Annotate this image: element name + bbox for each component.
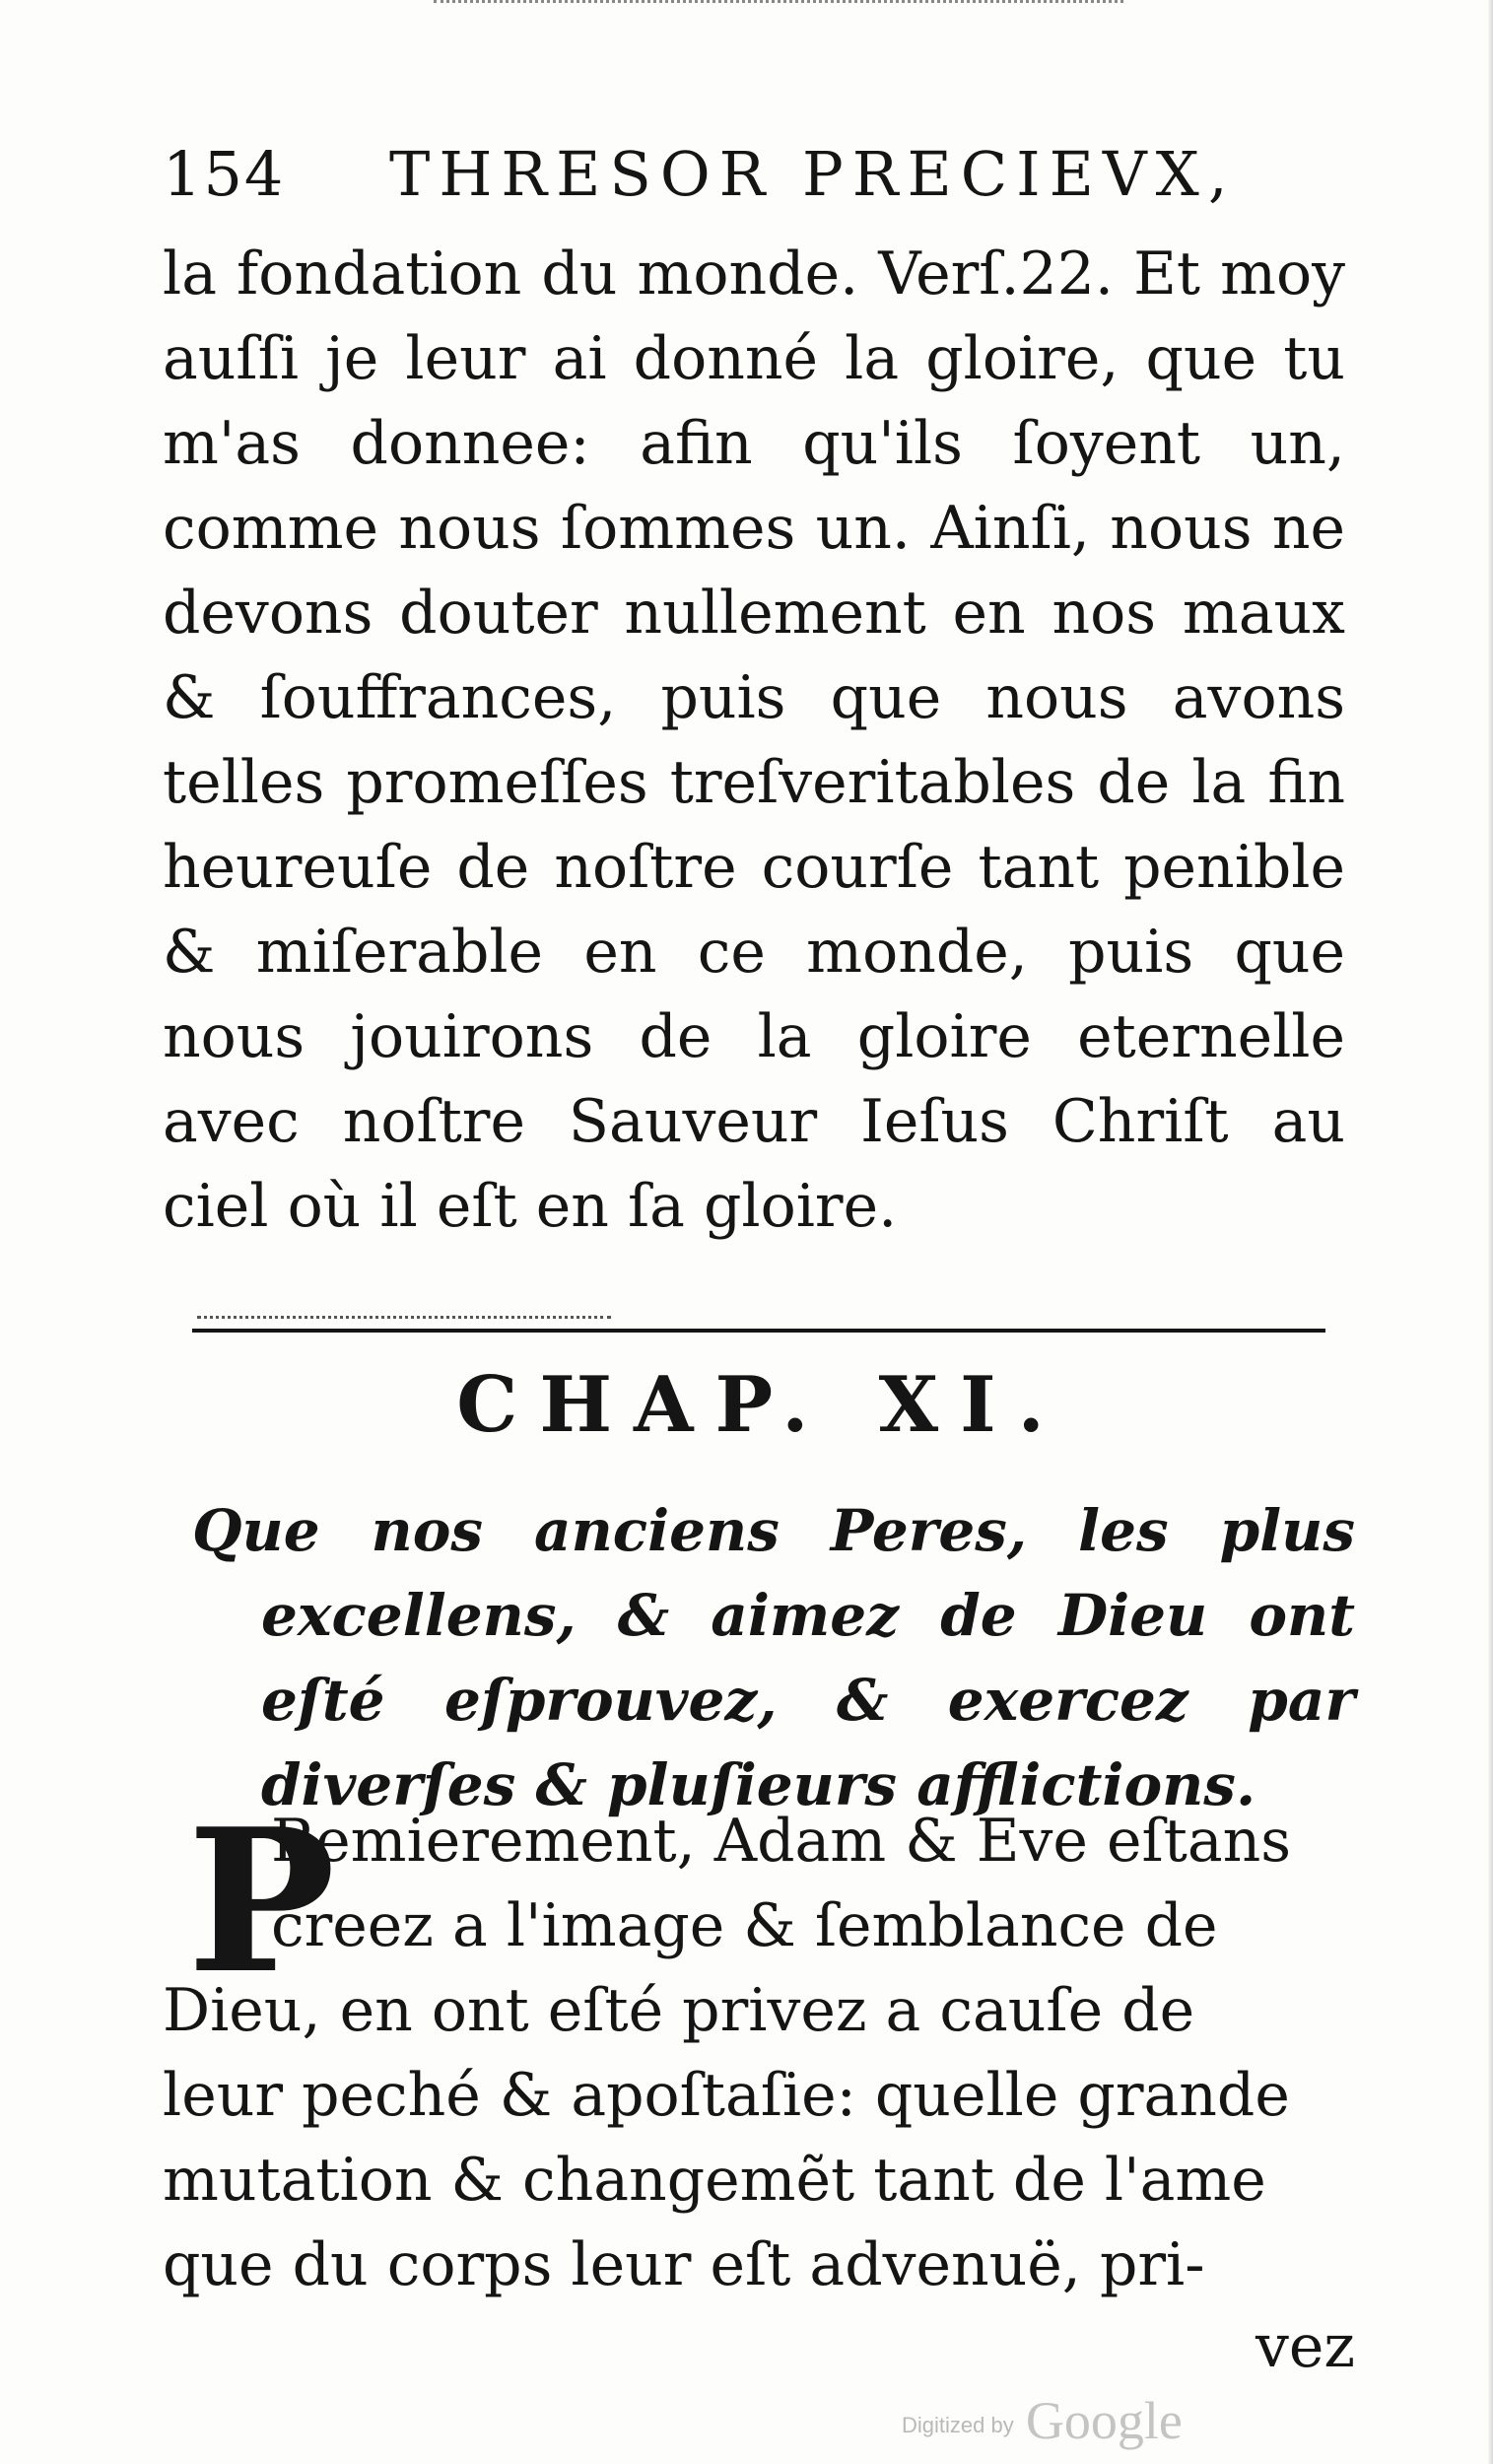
drop-cap-initial: P (187, 1786, 336, 2018)
text-line: mutation & changemẽt tant de l'ame (163, 2146, 1266, 2215)
watermark-prefix: Digitized by (902, 2413, 1014, 2437)
chapter-summary: Que nos anciens Peres, les plus excellens, & aimez de Dieu ont eſté eſprouvez, & exercez par diverſes & pluſieurs afflictions. (192, 1497, 1355, 1818)
text-line: leur peché & apoſtaſie: quelle grande (163, 2061, 1290, 2130)
catchword: vez (1255, 2312, 1355, 2381)
page-number: 154 (163, 138, 286, 210)
text-line: Remierement, Adam & Eve eſtans (271, 1807, 1292, 1876)
google-logo: Google (1025, 2391, 1183, 2450)
rule-dots (197, 1316, 611, 1319)
text-paragraph: la fondation du monde. Verſ.22. Et moy auſſi je leur ai donné la gloire, que tu m'as donnee: afin qu'ils ſoyent un, comme nous ſommes un. Ainſi, nous ne devons douter nullement en nos maux & ſouffrances, puis que nous avons telles promeſſes treſveritables de la fin heureuſe de noſtre courſe tant penible & miſerable en ce monde, puis que nous jouirons de la gloire eternelle avec noſtre Sauveur Ieſus Chriſt au ciel où il eſt en ſa gloire. (163, 240, 1345, 1241)
section-rule (192, 1329, 1325, 1333)
running-title: THRESOR PRECIEVX, (389, 138, 1237, 210)
digitization-watermark (902, 2390, 1183, 2451)
scan-top-mark (434, 0, 1123, 13)
text-line: Dieu, en ont eſté privez a cauſe de (163, 1976, 1195, 2045)
text-line: creez a l'image & ſemblance de (271, 1891, 1218, 1960)
opening-paragraph (163, 1786, 1345, 2307)
scan-edge (1487, 0, 1493, 2464)
text-line: que du corps leur eſt advenuë, pri- (163, 2230, 1205, 2299)
page-header (163, 138, 1355, 227)
chapter-heading: CHAP. XI. (456, 1360, 1066, 1450)
